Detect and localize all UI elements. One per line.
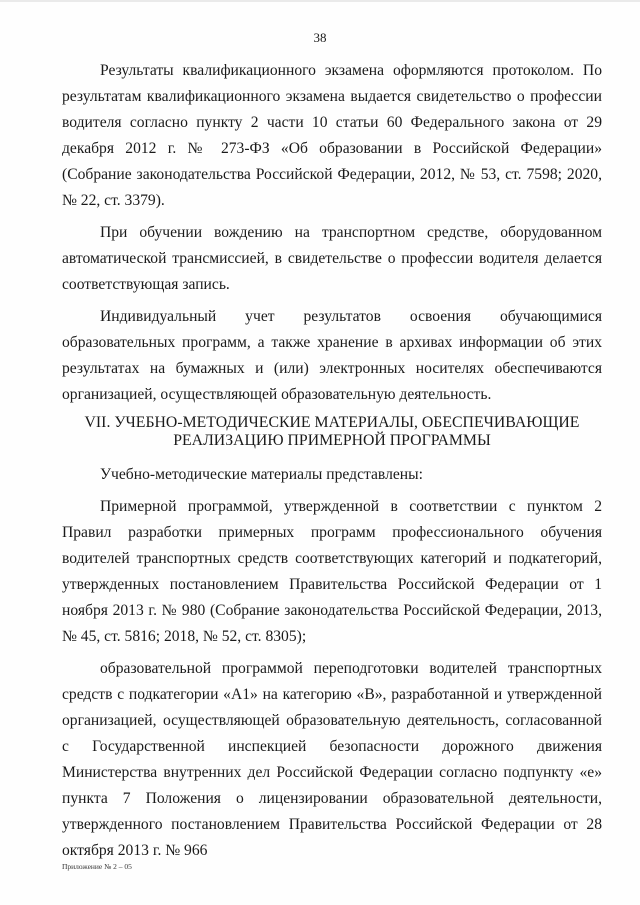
- paragraph-example-program: Примерной программой, утвержденной в соответствии с пунктом 2 Правил разработки примерных программ профессионального обучения водителей транспортных средств соответствующих категорий и подкатегорий, утвержденных постановлением Правительства Российской Федерации от 1 ноября 2013 г. № 980 (Собрание законодательства Российской Федерации, 2013, № 45, ст. 5816; 2018, № 52, ст. 8305);: [62, 498, 602, 645]
- scan-edge: [0, 0, 640, 2]
- page-number: 38: [313, 30, 327, 45]
- heading-line-1: VII. УЧЕБНО-МЕТОДИЧЕСКИЕ МАТЕРИАЛЫ, ОБЕСПЕЧИВАЮЩИЕ: [84, 414, 580, 431]
- section-heading: [62, 414, 602, 450]
- paragraph-materials-intro: Учебно-методические материалы представлены:: [100, 466, 423, 483]
- paragraph-exam-results: Результаты квалификационного экзамена оформляются протоколом. По результатам квалификационного экзамена выдается свидетельство о профессии водителя согласно пункту 2 части 10 статьи 60 Федерального закона от 29 декабря 2012 г. № 273-ФЗ «Об образовании в Российской Федерации» (Собрание законодательства Российской Федерации, 2012, № 53, ст. 7598; 2020, № 22, ст. 3379).: [62, 62, 602, 209]
- heading-line-2: РЕАЛИЗАЦИЮ ПРИМЕРНОЙ ПРОГРАММЫ: [173, 432, 491, 449]
- paragraph-automatic-transmission: При обучении вождению на транспортном средстве, оборудованном автоматической трансмиссией, в свидетельстве о профессии водителя делается соответствующая запись.: [62, 224, 602, 293]
- paragraph-individual-records: Индивидуальный учет результатов освоения обучающимися образовательных программ, а также хранение в архивах информации об этих результатах на бумажных и (или) электронных носителях обеспечиваются организацией, осуществляющей образовательную деятельность.: [62, 308, 602, 403]
- section-qualification-exam: [62, 58, 602, 414]
- paragraph-retraining-program: образовательной программой переподготовки водителей транспортных средств с подкатегории «A1» на категорию «B», разработанной и утвержденной организацией, осуществляющей образовательную деятельность, согласованной с Государственной инспекцией безопасности дорожного движения Министерства внутренних дел Российской Федерации согласно подпункту «е» пункта 7 Положения о лицензировании образовательной деятельности, утвержденного постановлением Правительства Российской Федерации от 28 октября 2013 г. № 966: [62, 660, 602, 859]
- footer-appendix-label: Приложение № 2 – 05: [62, 862, 132, 871]
- section-teaching-materials: [62, 462, 602, 870]
